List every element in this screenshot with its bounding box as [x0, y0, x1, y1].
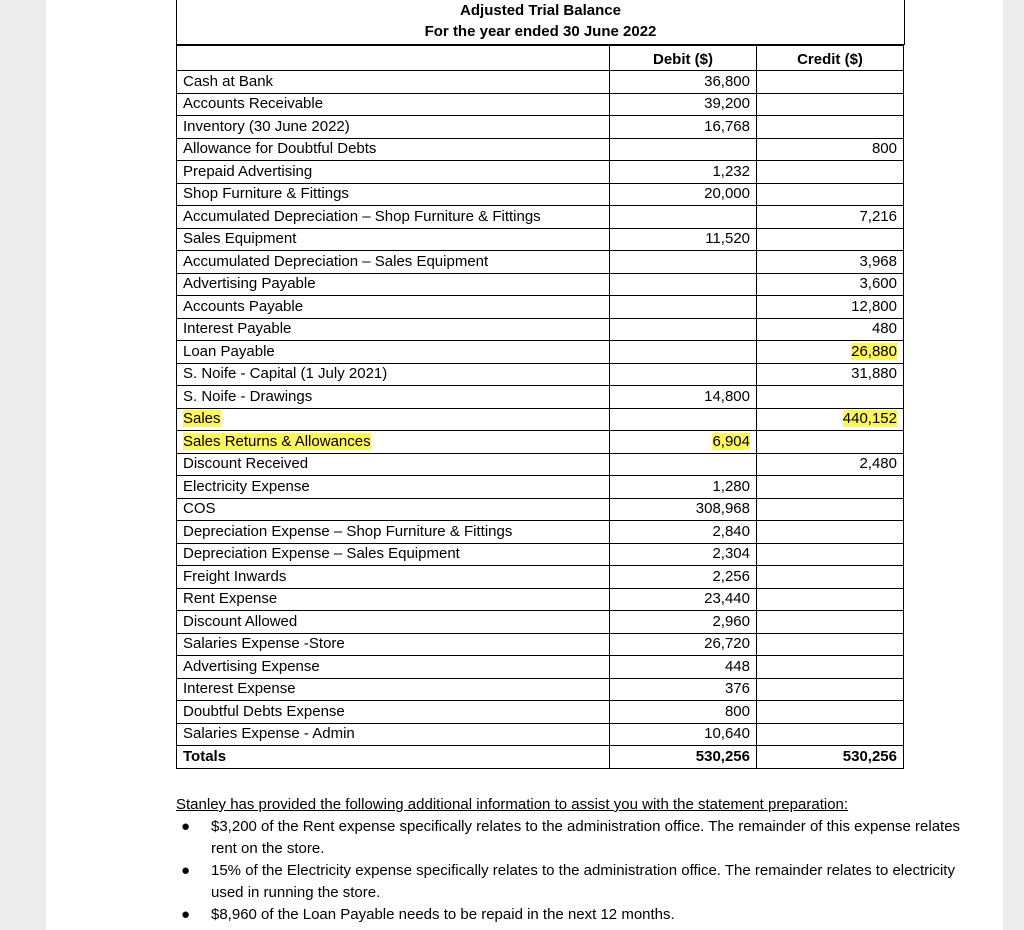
credit-cell [757, 206, 904, 229]
list-item [176, 860, 976, 904]
credit-cell [757, 228, 904, 251]
credit-cell-text: 3,600 [859, 275, 897, 293]
notes-list [176, 816, 976, 926]
debit-cell [610, 318, 757, 341]
debit-cell-text: 800 [724, 702, 750, 720]
table-row [177, 251, 904, 274]
account-cell [177, 431, 610, 454]
table-row [177, 183, 904, 206]
credit-cell [757, 116, 904, 139]
debit-cell-text: 39,200 [704, 95, 750, 113]
debit-cell [610, 341, 757, 364]
table-row [177, 678, 904, 701]
account-cell [177, 296, 610, 319]
debit-cell-text: 2,840 [712, 522, 750, 540]
account-cell [177, 588, 610, 611]
account-cell [177, 611, 610, 634]
account-cell-text: Salaries Expense -Store [183, 635, 345, 653]
debit-cell-text: 36,800 [704, 72, 750, 90]
table-row [177, 431, 904, 454]
credit-cell [757, 363, 904, 386]
credit-cell [757, 318, 904, 341]
table-row [177, 453, 904, 476]
account-cell [177, 656, 610, 679]
account-cell-text: Depreciation Expense – Shop Furniture & Fittings [183, 522, 513, 540]
account-cell-text: Electricity Expense [183, 477, 310, 495]
account-cell [177, 93, 610, 116]
table-row [177, 656, 904, 679]
debit-cell [610, 386, 757, 409]
debit-cell-text: 2,304 [712, 545, 750, 563]
credit-cell [757, 588, 904, 611]
debit-cell-text: 20,000 [704, 185, 750, 203]
account-cell [177, 363, 610, 386]
debit-cell-text: 2,256 [712, 567, 750, 585]
debit-cell-text: 308,968 [695, 500, 750, 518]
table-row [177, 476, 904, 499]
table-header-row [177, 46, 904, 71]
account-cell [177, 71, 610, 94]
account-cell-text: Accounts Receivable [183, 95, 324, 113]
totals-label: Totals [177, 746, 610, 769]
debit-cell-text: 1,232 [712, 162, 750, 180]
credit-cell [757, 521, 904, 544]
account-cell [177, 566, 610, 589]
account-cell-text: S. Noife - Capital (1 July 2021) [183, 365, 388, 383]
credit-cell [757, 431, 904, 454]
account-cell-text: Sales Equipment [183, 230, 297, 248]
debit-cell-text: 10,640 [704, 725, 750, 743]
debit-cell [610, 71, 757, 94]
debit-cell-text: 16,768 [704, 117, 750, 135]
trial-balance-sheet [176, 0, 905, 770]
account-cell [177, 386, 610, 409]
debit-cell [610, 93, 757, 116]
account-cell [177, 273, 610, 296]
debit-cell [610, 701, 757, 724]
document-page [46, 0, 1003, 930]
debit-cell [610, 138, 757, 161]
account-cell-text: Shop Furniture & Fittings [183, 185, 349, 203]
debit-cell [610, 116, 757, 139]
bullet-text: 15% of the Electricity expense specifically relates to the administration office. The remainder relates to electricity used in running the store. [211, 862, 955, 901]
account-cell-text: Doubtful Debts Expense [183, 702, 345, 720]
debit-cell [610, 251, 757, 274]
debit-cell [610, 296, 757, 319]
report-title: Adjusted Trial Balance [460, 2, 621, 19]
list-item [176, 816, 976, 860]
additional-info [176, 794, 976, 926]
table-row [177, 633, 904, 656]
account-cell-text: Allowance for Doubtful Debts [183, 140, 377, 158]
credit-cell [757, 341, 904, 364]
credit-cell-text: 12,800 [851, 297, 897, 315]
table-row [177, 723, 904, 746]
account-cell [177, 521, 610, 544]
table-row [177, 498, 904, 521]
credit-cell-text: 7,216 [859, 207, 897, 225]
table-row [177, 588, 904, 611]
credit-cell [757, 183, 904, 206]
debit-cell-text: 376 [724, 680, 750, 698]
account-cell-text: COS [183, 500, 216, 518]
credit-cell [757, 543, 904, 566]
account-cell-text: Accumulated Depreciation – Shop Furniture & Fittings [183, 207, 541, 225]
account-cell-text: Inventory (30 June 2022) [183, 117, 350, 135]
account-cell-text: Advertising Payable [183, 275, 316, 293]
account-cell [177, 476, 610, 499]
debit-cell [610, 183, 757, 206]
table-row [177, 138, 904, 161]
debit-cell [610, 363, 757, 386]
credit-cell [757, 453, 904, 476]
credit-cell [757, 678, 904, 701]
account-cell [177, 138, 610, 161]
debit-cell-text: 23,440 [704, 590, 750, 608]
account-cell [177, 341, 610, 364]
account-cell-text: Depreciation Expense – Sales Equipment [183, 545, 460, 563]
debit-cell [610, 543, 757, 566]
account-cell [177, 543, 610, 566]
table-row [177, 566, 904, 589]
credit-cell [757, 408, 904, 431]
account-cell-text: Advertising Expense [183, 657, 320, 675]
debit-cell [610, 273, 757, 296]
account-cell-text: Prepaid Advertising [183, 162, 313, 180]
table-row [177, 363, 904, 386]
account-cell [177, 633, 610, 656]
credit-cell [757, 251, 904, 274]
account-cell [177, 453, 610, 476]
credit-cell [757, 386, 904, 409]
table-row [177, 161, 904, 184]
debit-cell [610, 566, 757, 589]
account-cell-text: Sales [183, 410, 221, 428]
account-cell [177, 723, 610, 746]
totals-debit: 530,256 [610, 746, 757, 769]
account-cell [177, 161, 610, 184]
credit-cell [757, 161, 904, 184]
debit-cell [610, 678, 757, 701]
debit-cell-text: 448 [724, 657, 750, 675]
table-row [177, 228, 904, 251]
table-row [177, 296, 904, 319]
title-block [176, 0, 905, 45]
account-header [177, 46, 610, 71]
account-cell [177, 251, 610, 274]
account-cell-text: Cash at Bank [183, 72, 274, 90]
list-item [176, 904, 976, 926]
table-row [177, 116, 904, 139]
account-cell [177, 228, 610, 251]
credit-cell [757, 656, 904, 679]
credit-cell [757, 476, 904, 499]
debit-header: Debit ($) [610, 46, 757, 71]
table-row [177, 521, 904, 544]
bullet-icon: ● [181, 862, 191, 879]
debit-cell [610, 408, 757, 431]
account-cell [177, 678, 610, 701]
debit-cell [610, 656, 757, 679]
debit-cell [610, 453, 757, 476]
debit-cell-text: 1,280 [712, 477, 750, 495]
account-cell [177, 408, 610, 431]
account-cell-text: S. Noife - Drawings [183, 387, 313, 405]
credit-cell [757, 138, 904, 161]
credit-cell [757, 566, 904, 589]
credit-cell [757, 723, 904, 746]
credit-cell-text: 480 [871, 320, 897, 338]
debit-cell [610, 521, 757, 544]
debit-cell-text: 2,960 [712, 612, 750, 630]
account-cell [177, 206, 610, 229]
debit-cell-text: 11,520 [705, 230, 750, 248]
table-row [177, 71, 904, 94]
debit-cell [610, 588, 757, 611]
table-row [177, 206, 904, 229]
credit-cell-text: 800 [871, 140, 897, 158]
debit-cell [610, 161, 757, 184]
credit-cell [757, 611, 904, 634]
table-row [177, 701, 904, 724]
report-subtitle: For the year ended 30 June 2022 [424, 23, 657, 40]
credit-cell [757, 633, 904, 656]
account-cell-text: Interest Expense [183, 680, 296, 698]
bullet-icon: ● [181, 818, 191, 835]
account-cell [177, 116, 610, 139]
table-row [177, 341, 904, 364]
credit-cell [757, 93, 904, 116]
debit-cell [610, 206, 757, 229]
credit-cell [757, 701, 904, 724]
table-row [177, 93, 904, 116]
debit-cell [610, 723, 757, 746]
credit-cell-text: 31,880 [851, 365, 897, 383]
account-cell-text: Sales Returns & Allowances [183, 432, 371, 450]
credit-cell-text: 3,968 [859, 252, 897, 270]
debit-cell-text: 6,904 [712, 432, 750, 450]
account-cell [177, 498, 610, 521]
totals-row [177, 746, 904, 769]
table-row [177, 543, 904, 566]
credit-cell [757, 273, 904, 296]
bullet-text: $8,960 of the Loan Payable needs to be repaid in the next 12 months. [211, 906, 675, 923]
credit-cell-text: 2,480 [859, 455, 897, 473]
debit-cell [610, 498, 757, 521]
table-row [177, 273, 904, 296]
account-cell-text: Interest Payable [183, 320, 292, 338]
credit-cell-text: 26,880 [851, 342, 897, 360]
debit-cell-text: 26,720 [704, 635, 750, 653]
trial-balance-table [176, 45, 904, 769]
debit-cell [610, 611, 757, 634]
debit-cell [610, 633, 757, 656]
credit-cell [757, 498, 904, 521]
account-cell-text: Loan Payable [183, 342, 275, 360]
table-row [177, 386, 904, 409]
account-cell [177, 318, 610, 341]
table-row [177, 408, 904, 431]
account-cell-text: Rent Expense [183, 590, 278, 608]
account-cell-text: Discount Received [183, 455, 309, 473]
table-row [177, 611, 904, 634]
credit-cell [757, 296, 904, 319]
credit-header: Credit ($) [757, 46, 904, 71]
bullet-icon: ● [181, 906, 191, 923]
notes-lead: Stanley has provided the following additional information to assist you with the statement preparation: [176, 796, 849, 813]
credit-cell-text: 440,152 [842, 410, 897, 428]
account-cell-text: Accounts Payable [183, 297, 304, 315]
account-cell-text: Freight Inwards [183, 567, 287, 585]
account-cell-text: Discount Allowed [183, 612, 298, 630]
totals-credit: 530,256 [757, 746, 904, 769]
credit-cell [757, 71, 904, 94]
table-row [177, 318, 904, 341]
account-cell [177, 701, 610, 724]
debit-cell [610, 228, 757, 251]
account-cell-text: Accumulated Depreciation – Sales Equipment [183, 252, 489, 270]
debit-cell [610, 431, 757, 454]
account-cell [177, 183, 610, 206]
account-cell-text: Salaries Expense - Admin [183, 725, 355, 743]
debit-cell-text: 14,800 [704, 387, 750, 405]
bullet-text: $3,200 of the Rent expense specifically relates to the administration office. The remainder of this expense relates rent on the store. [211, 818, 961, 857]
debit-cell [610, 476, 757, 499]
